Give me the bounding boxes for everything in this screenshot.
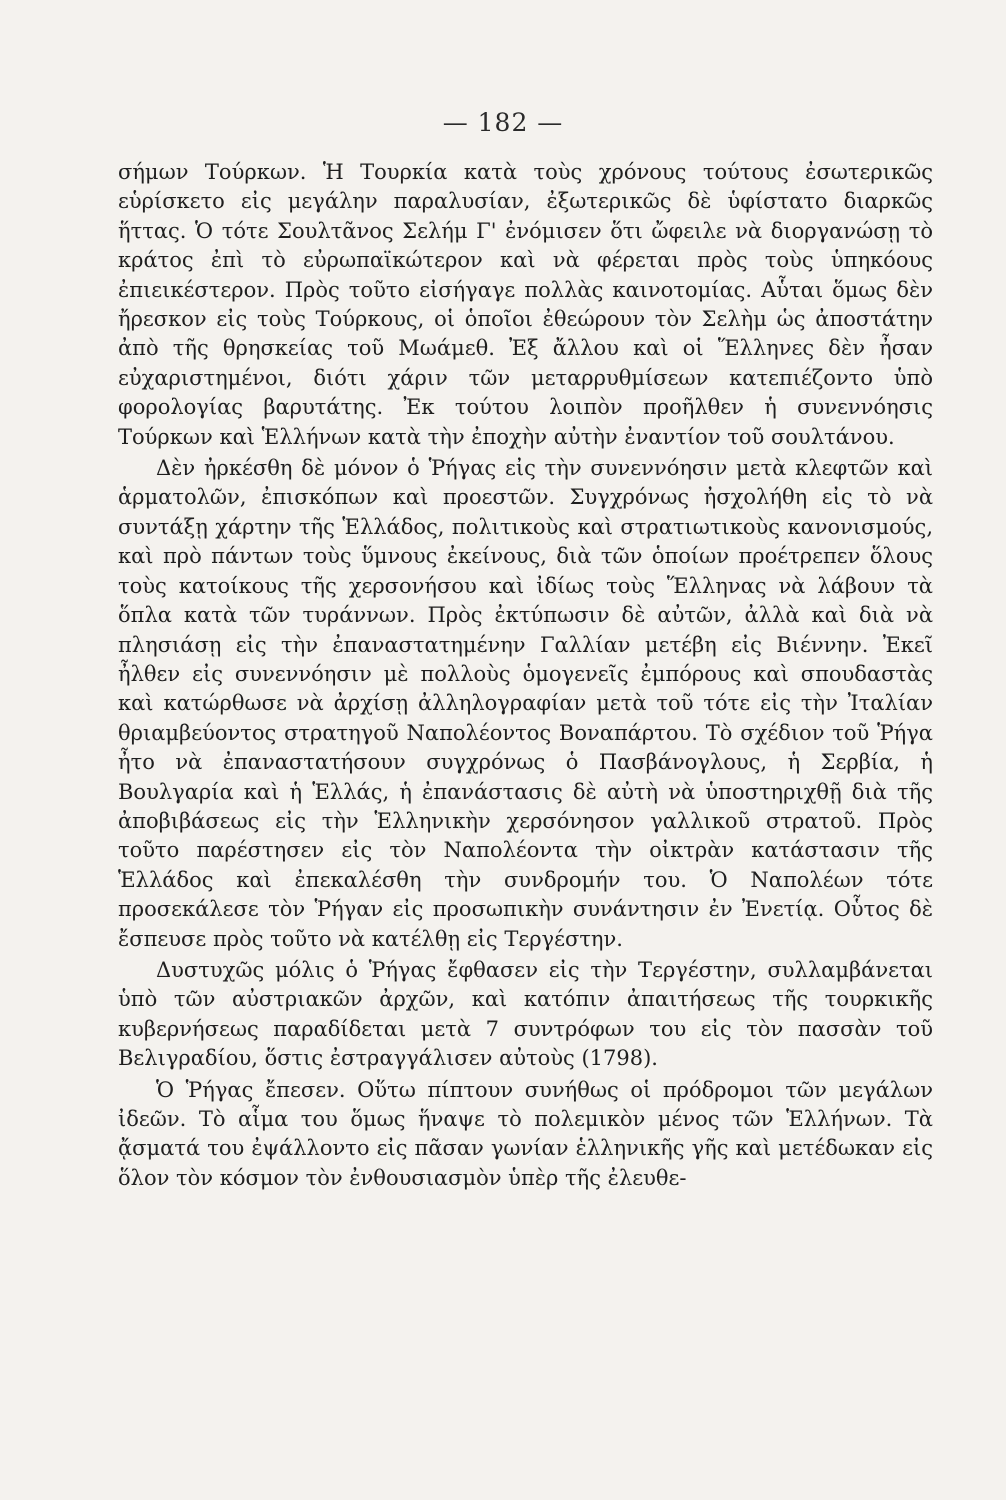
paragraph: Ὁ Ῥήγας ἔπεσεν. Οὕτω πίπτουν συνήθως οἱ πρόδρομοι τῶν μεγάλων ἰδεῶν. Τὸ αἷμα του ὅμως ἥναψε τὸ πολεμικὸν μένος τῶν Ἑλλήνων. Τὰ ᾄσματά του ἐψάλλοντο εἰς πᾶσαν γωνίαν ἑλληνικῆς γῆς καὶ μετέδωκαν εἰς ὅλον τὸν κόσμον τὸν ἐνθουσιασμὸν ὑπὲρ τῆς ἐλευθε- (118, 1077, 933, 1190)
body-text (118, 158, 933, 1193)
page-number: — 182 — (442, 108, 564, 137)
paragraph: Δὲν ἠρκέσθη δὲ μόνον ὁ Ῥήγας εἰς τὴν συνεννόησιν μετὰ κλεφτῶν καὶ ἁρματολῶν, ἐπισκόπων καὶ προεστῶν. Συγχρόνως ἠσχολήθη εἰς τὸ νὰ συντάξῃ χάρτην τῆς Ἑλλάδος, πολιτικοὺς καὶ στρατιωτικοὺς κανονισμούς, καὶ πρὸ πάντων τοὺς ὕμνους ἐκείνους, διὰ τῶν ὁποίων προέτρεπεν ὅλους τοὺς κατοίκους τῆς χερσονήσου καὶ ἰδίως τοὺς Ἕλληνας νὰ λάβουν τὰ ὅπλα κατὰ τῶν τυράννων. Πρὸς ἐκτύπωσιν δὲ αὐτῶν, ἀλλὰ καὶ διὰ νὰ πλησιάσῃ εἰς τὴν ἐπαναστατημένην Γαλλίαν μετέβη εἰς Βιέννην. Ἐκεῖ ἦλθεν εἰς συνεννόησιν μὲ πολλοὺς ὁμογενεῖς ἐμπόρους καὶ σπουδαστὰς καὶ κατώρθωσε νὰ ἀρχίσῃ ἀλληλογραφίαν μετὰ τοῦ τότε εἰς τὴν Ἰταλίαν θριαμβεύοντος στρατηγοῦ Ναπολέοντος Βοναπάρτου. Τὸ σχέδιον τοῦ Ῥήγα ἦτο νὰ ἐπαναστατήσουν συγχρόνως ὁ Πασβάνογλους, ἡ Σερβία, ἡ Βουλγαρία καὶ ἡ Ἑλλάς, ἡ ἐπανάστασις δὲ αὐτὴ νὰ ὑποστηριχθῇ διὰ τῆς ἀποβιβάσεως εἰς τὴν Ἑλληνικὴν χερσόνησον γαλλικοῦ στρατοῦ. Πρὸς τοῦτο παρέστησεν εἰς τὸν Ναπολέοντα τὴν οἰκτρὰν κατάστασιν τῆς Ἑλλάδος καὶ ἐπεκαλέσθη τὴν συνδρομήν του. Ὁ Ναπολέων τότε προσεκάλεσε τὸν Ῥήγαν εἰς προσωπικὴν συνάντησιν ἐν Ἐνετίᾳ. Οὗτος δὲ ἔσπευσε πρὸς τοῦτο νὰ κατέλθῃ εἰς Τεργέστην. (118, 456, 933, 951)
paragraph: Δυστυχῶς μόλις ὁ Ῥήγας ἔφθασεν εἰς τὴν Τεργέστην, συλλαμβάνεται ὑπὸ τῶν αὐστριακῶν ἀρχῶν, καὶ κατόπιν ἀπαιτήσεως τῆς τουρκικῆς κυβερνήσεως παραδίδεται μετὰ 7 συντρόφων του εἰς τὸν πασσὰν τοῦ Βελιγραδίου, ὅστις ἐστραγγάλισεν αὐτοὺς (1798). (118, 957, 933, 1071)
paragraph: σήμων Τούρκων. Ἡ Τουρκία κατὰ τοὺς χρόνους τούτους ἐσωτερικῶς εὑρίσκετο εἰς μεγάλην παραλυσίαν, ἐξωτερικῶς δὲ ὑφίστατο διαρκῶς ἥττας. Ὁ τότε Σουλτᾶνος Σελήμ Γ' ἐνόμισεν ὅτι ὤφειλε νὰ διοργανώσῃ τὸ κράτος ἐπὶ τὸ εὐρωπαϊκώτερον καὶ νὰ φέρεται πρὸς τοὺς ὑπηκόους ἐπιεικέστερον. Πρὸς τοῦτο εἰσήγαγε πολλὰς καινοτομίας. Αὗται ὅμως δὲν ἤρεσκον εἰς τοὺς Τούρκους, οἱ ὁποῖοι ἐθεώρουν τὸν Σελὴμ ὡς ἀποστάτην ἀπὸ τῆς θρησκείας τοῦ Μωάμεθ. Ἐξ ἄλλου καὶ οἱ Ἕλληνες δὲν ἦσαν εὐχαριστημένοι, διότι χάριν τῶν μεταρρυθμίσεων κατεπιέζοντο ὑπὸ φορολογίας βαρυτάτης. Ἐκ τούτου λοιπὸν προῆλθεν ἡ συνεννόησις Τούρκων καὶ Ἑλλήνων κατὰ τὴν ἐποχὴν αὐτὴν ἐναντίον τοῦ σουλτάνου. (118, 160, 933, 449)
